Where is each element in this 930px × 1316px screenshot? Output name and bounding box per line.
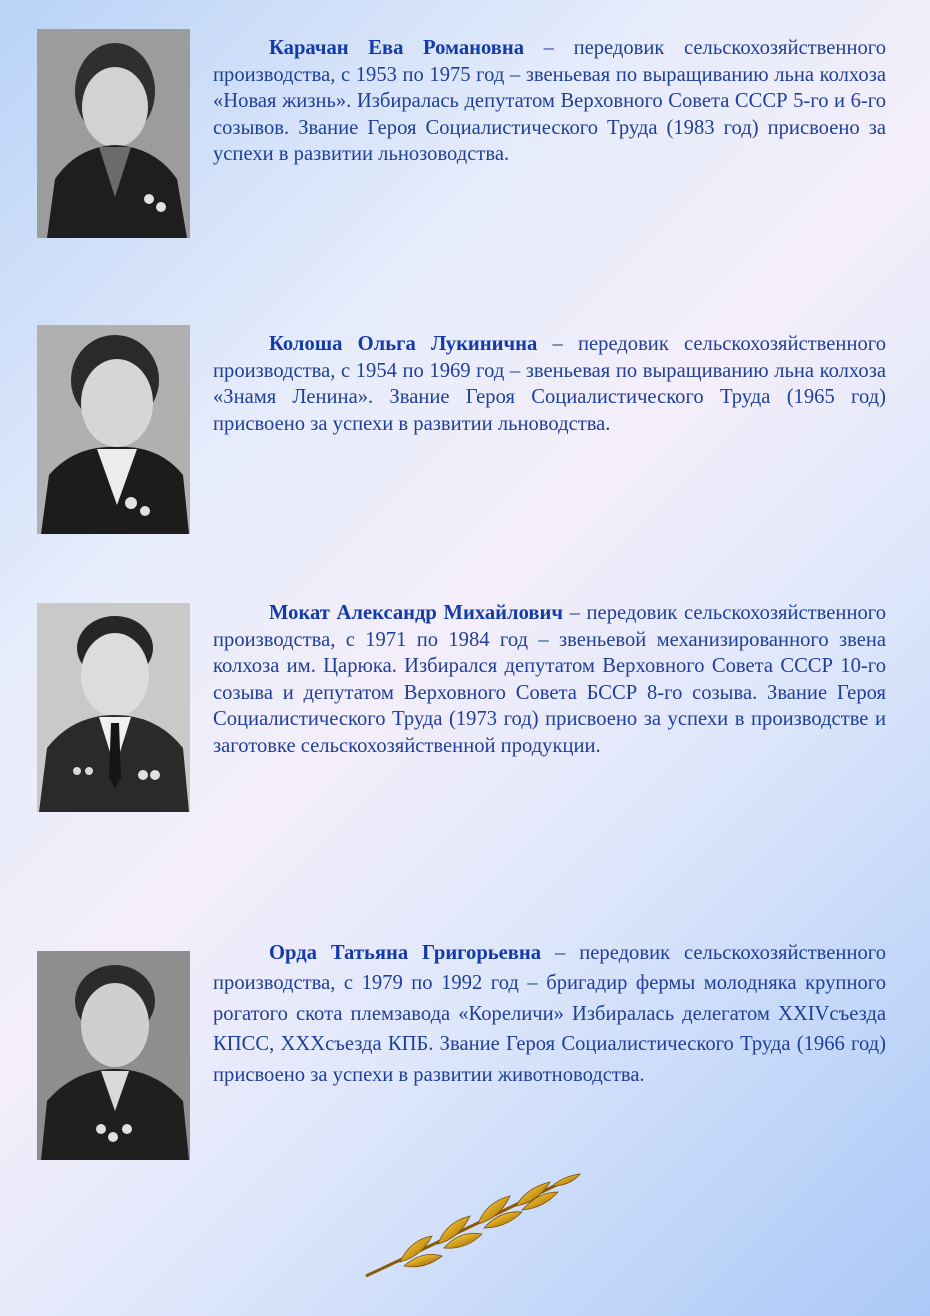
biography-text bbox=[213, 938, 886, 1090]
biography-body: передовик сельскохозяйственного производства, с 1979 по 1992 год – бригадир фермы молодняка крупного рогатого скота племзавода «Кореличи» Избиралась делегатом XXIVсъезда КПСС, XXXсъезда КПБ. Звание Героя Социалистического Труда (1966 год) присвоено за успехи в развитии животноводства. bbox=[213, 942, 886, 1086]
biography-text bbox=[213, 331, 886, 437]
portrait-photo-mokat bbox=[37, 603, 190, 812]
name-dash: – bbox=[524, 37, 574, 59]
person-name: Орда Татьяна Григорьевна bbox=[269, 942, 542, 964]
portrait-photo-kolosha bbox=[37, 325, 190, 534]
portrait-photo-orda bbox=[37, 951, 190, 1160]
biography-text bbox=[213, 35, 886, 168]
person-name: Колоша Ольга Лукинична bbox=[269, 333, 538, 355]
golden-laurel-branch-icon bbox=[360, 1170, 585, 1282]
name-dash: – bbox=[562, 602, 587, 624]
name-dash: – bbox=[537, 333, 578, 355]
biography-body: передовик сельскохозяйственного производства, с 1953 по 1975 год – звеньевая по выращиванию льна колхоза «Новая жизнь». Избиралась депутатом Верховного Совета СССР 5-го и 6-го созывов. Звание Героя Социалистического Труда (1983 год) присвоено за успехи в развитии льнозоводства. bbox=[213, 37, 886, 166]
person-name: Карачан Ева Романовна bbox=[269, 37, 525, 59]
portrait-photo-karachan bbox=[37, 29, 190, 238]
biography-body: передовик сельскохозяйственного производства, с 1971 по 1984 год – звеньевой механизированного звена колхоза им. Царюка. Избирался депутатом Верховного Совета СССР 10-го созыва и депутатом Верховного Совета БССР 8-го созыва. Звание Героя Социалистического Труда (1973 год) присвоено за успехи в производстве и заготовке сельскохозяйственной продукции. bbox=[213, 602, 886, 757]
biography-text bbox=[213, 600, 886, 760]
person-name: Мокат Александр Михайлович bbox=[269, 602, 563, 624]
biography-body: передовик сельскохозяйственного производства, с 1954 по 1969 год – звеньевая по выращиванию льна колхоза «Знамя Ленина». Звание Героя Социалистического Труда (1965 год) присвоено за успехи в развитии льноводства. bbox=[213, 333, 886, 435]
name-dash: – bbox=[541, 942, 580, 964]
